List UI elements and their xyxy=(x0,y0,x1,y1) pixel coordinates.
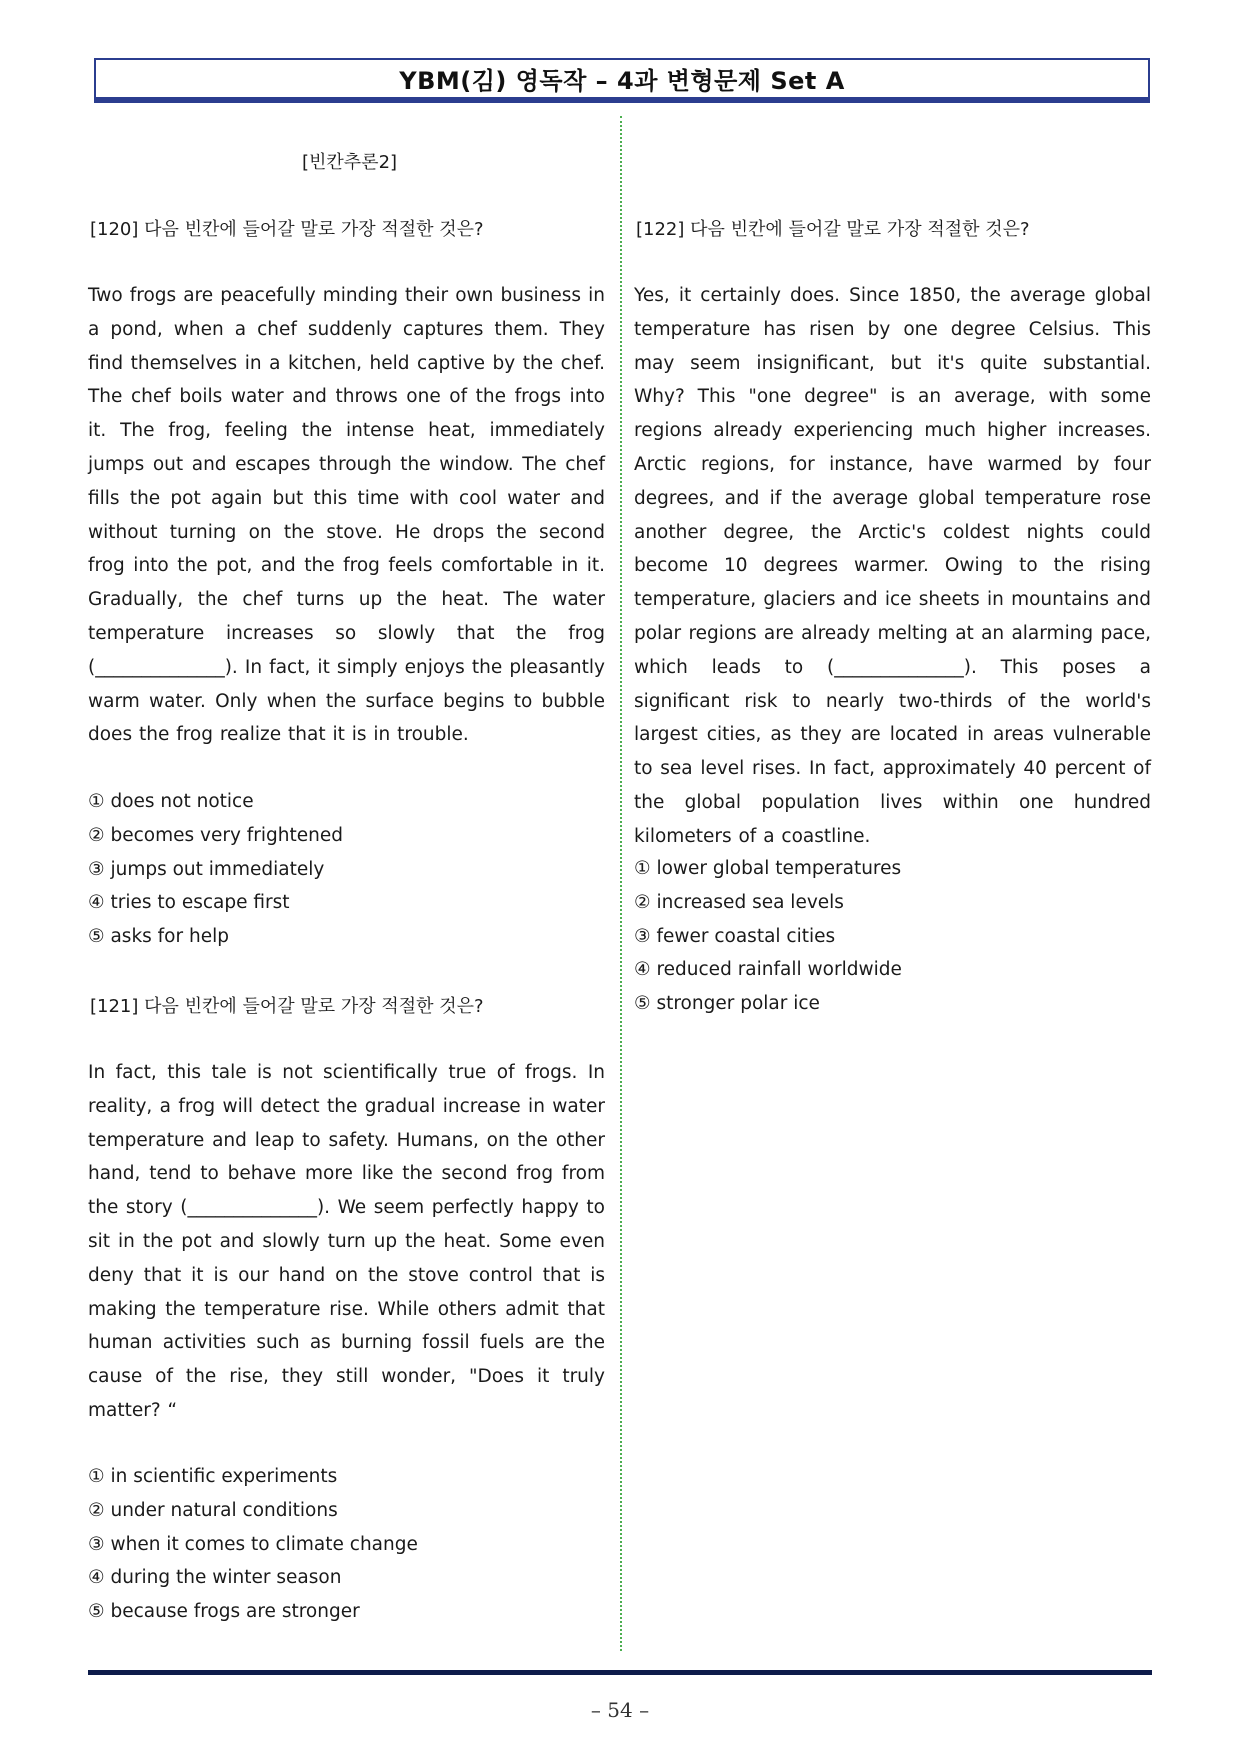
option-2: ② increased sea levels xyxy=(634,891,844,913)
option-4: ④ during the winter season xyxy=(88,1567,342,1589)
question-120-passage: Two frogs are peacefully minding their own business in a pond, when a chef suddenly captures them. They find themselves in a kitchen, held captive by the chef. The chef boils water and throws one of the frogs into it. The frog, feeling the intense heat, immediately jumps out and escapes through the window. The chef fills the pot again but this time with cool water and without turning on the stove. He drops the second frog into the pot, and the frog feels comfortable in it. Gradually, the chef turns up the heat. The water temperature increases so slowly that the frog (______________). In fact, it simply enjoys the pleasantly warm water. Only when the surface begins to bubble does the frog realize that it is in trouble. xyxy=(88,285,605,746)
question-121-heading: [121] 다음 빈칸에 들어갈 말로 가장 적절한 것은? xyxy=(90,996,484,1017)
option-1: ① lower global temperatures xyxy=(634,858,902,879)
option-2: ② becomes very frightened xyxy=(88,824,343,846)
option-5: ⑤ asks for help xyxy=(88,926,229,948)
option-5: ⑤ stronger polar ice xyxy=(634,993,820,1015)
page-number: – 54 – xyxy=(590,1698,650,1722)
question-121-passage: In fact, this tale is not scientifically true of frogs. In reality, a frog will detect the gradual increase in water temperature and leap to safety. Humans, on the other hand, tend to behave more like the second frog from the story (______________). We seem perfectly happy to sit in the pot and slowly turn up the heat. Some even deny that it is our hand on the stove control that is making the temperature rise. While others admit that human activities such as burning fossil fuels are the cause of the rise, they still wonder, "Does it truly matter? “ xyxy=(88,1062,605,1421)
option-1: ① does not notice xyxy=(88,791,254,812)
option-1: ① in scientific experiments xyxy=(88,1466,338,1487)
question-122-passage: Yes, it certainly does. Since 1850, the average global temperature has risen by one degree Celsius. This may seem insignificant, but it's quite substantial. Why? This "one degree" is an average, with some regions already experiencing much higher increases. Arctic regions, for instance, have warmed by four degrees, and if the average global temperature rose another degree, the Arctic's coldest nights could become 10 degrees warmer. Owing to the rising temperature, glaciers and ice sheets in mountains and polar regions are already melting at an alarming pace, which leads to (______________). This poses a significant risk to nearly two-thirds of the world's largest cities, as they are located in areas vulnerable to sea level rises. In fact, approximately 40 percent of the global population lives within one hundred kilometers of a coastline. xyxy=(634,285,1151,847)
section-tag: [빈칸추론2] xyxy=(302,152,398,173)
option-4: ④ reduced rainfall worldwide xyxy=(634,959,902,981)
option-3: ③ when it comes to climate change xyxy=(88,1533,418,1555)
option-4: ④ tries to escape first xyxy=(88,892,290,914)
option-2: ② under natural conditions xyxy=(88,1499,338,1521)
footer-rule xyxy=(88,1670,1152,1675)
option-3: ③ fewer coastal cities xyxy=(634,925,836,947)
page-header xyxy=(94,58,1150,103)
question-120-heading: [120] 다음 빈칸에 들어갈 말로 가장 적절한 것은? xyxy=(90,219,484,240)
page-title: YBM(김) 영독작 – 4과 변형문제 Set A xyxy=(399,67,845,95)
option-5: ⑤ because frogs are stronger xyxy=(88,1601,360,1623)
question-120-options xyxy=(88,785,343,954)
option-3: ③ jumps out immediately xyxy=(88,858,325,880)
question-121-options xyxy=(88,1460,418,1629)
question-122-options xyxy=(634,852,902,1021)
question-122-heading: [122] 다음 빈칸에 들어갈 말로 가장 적절한 것은? xyxy=(636,219,1030,240)
column-divider xyxy=(620,116,622,1651)
